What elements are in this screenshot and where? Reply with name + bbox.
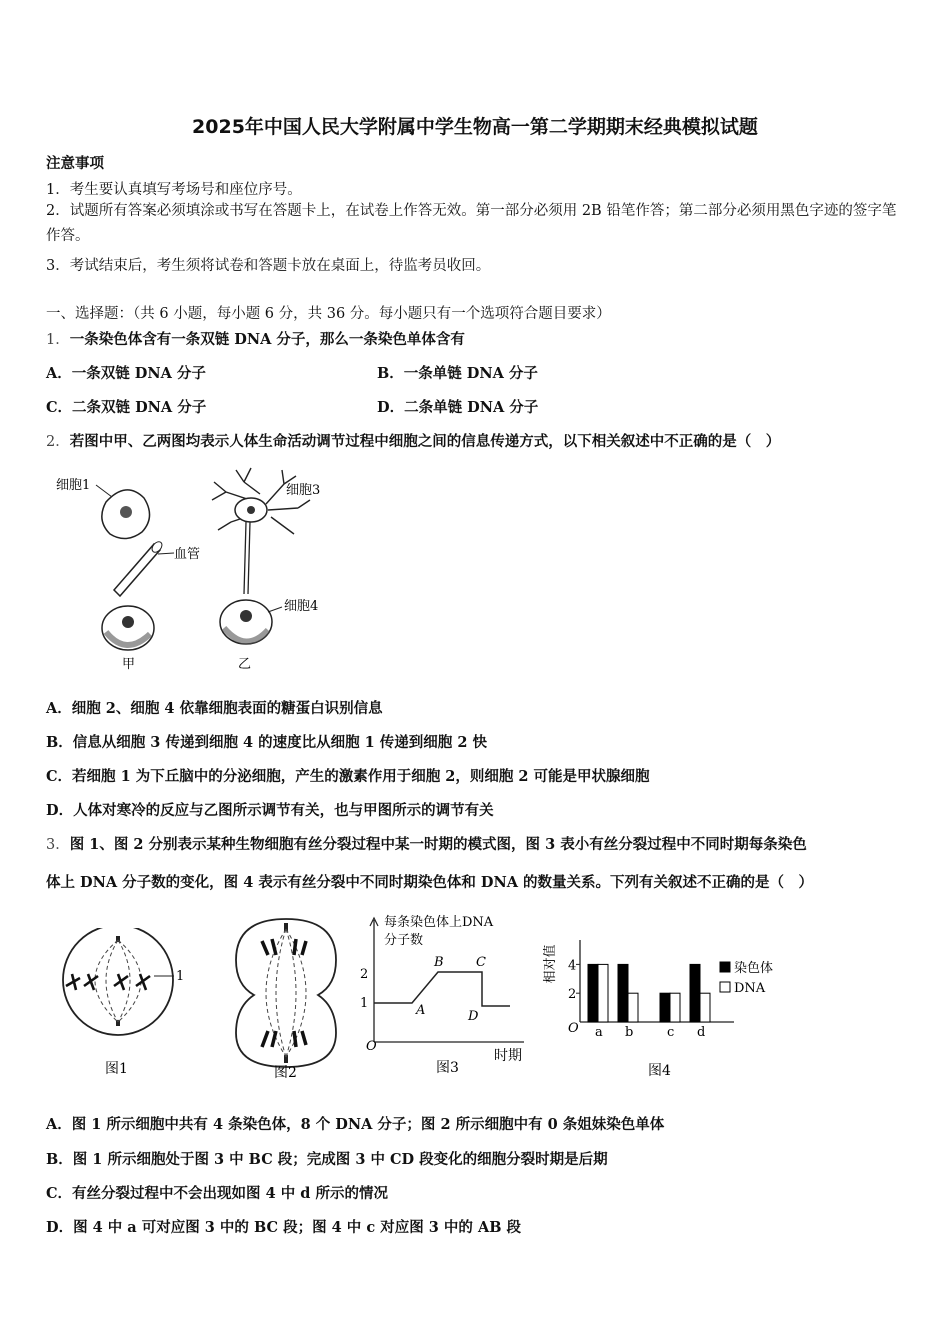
notice-item-1: 1．考生要认真填写考场号和座位序号。 xyxy=(46,182,302,198)
fig3-point-a: A xyxy=(416,1003,426,1018)
label-cell3: 细胞3 xyxy=(286,483,321,498)
fig3-point-c: C xyxy=(476,955,486,970)
ytick-2: 2 xyxy=(568,987,577,1003)
q3-figure-4-chart xyxy=(540,920,810,1085)
fig1-cell-membrane xyxy=(63,928,173,1035)
q2-option-c: C．若细胞 1 为下丘脑中的分泌细胞，产生的激素作用于细胞 2，则细胞 2 可能是甲状腺细胞 xyxy=(46,768,650,785)
q3-figure-2 xyxy=(226,915,346,1085)
q1-option-b: B．一条单链 DNA 分子 xyxy=(377,365,538,382)
legend-swatch-dna xyxy=(720,982,730,992)
notice-item-2: 2．试题所有答案必须填涂或书写在答题卡上，在试卷上作答无效。第一部分必须用 2B 铅笔作答；第二部分必须用黑色字迹的签字笔作答。 xyxy=(46,203,897,244)
legend-swatch-chromosome xyxy=(720,962,730,972)
question-2-stem: 若图中甲、乙两图均表示人体生命活动调节过程中细胞之间的信息传递方式，以下相关叙述中不正确的是（ ） xyxy=(69,433,781,450)
leader-cell4 xyxy=(268,607,282,612)
cell2-nucleus xyxy=(122,616,134,628)
xtick-d: d xyxy=(697,1025,706,1040)
q3-option-c: C．有丝分裂过程中不会出现如图 4 中 d 所示的情况 xyxy=(46,1185,388,1202)
bar-d-chromosome xyxy=(690,964,700,1022)
question-1 xyxy=(46,328,465,349)
fig1-label: 图1 xyxy=(105,1061,128,1077)
leader-cell1 xyxy=(96,485,112,497)
q3-figure-3 xyxy=(356,910,536,1085)
bar-b-dna xyxy=(628,993,638,1022)
question-2 xyxy=(46,430,780,451)
q2-option-d: D．人体对寒冷的反应与乙图所示调节有关，也与甲图所示的调节有关 xyxy=(46,802,494,819)
bar-a-dna xyxy=(598,964,608,1022)
question-1-number: 1． xyxy=(46,332,70,348)
ytick-4: 4 xyxy=(568,958,577,974)
q1-option-d: D．二条单链 DNA 分子 xyxy=(377,399,539,416)
fig3-ytick-1: 1 xyxy=(360,996,369,1011)
fig3-xlabel: 时期 xyxy=(494,1048,522,1064)
fig3-point-b: B xyxy=(434,955,444,970)
q2-option-a: A．细胞 2、细胞 4 依靠细胞表面的糖蛋白识别信息 xyxy=(46,700,383,717)
label-yi: 乙 xyxy=(238,657,252,672)
fig3-origin: O xyxy=(366,1039,377,1054)
bar-b-chromosome xyxy=(618,964,628,1022)
fig2-cell-membrane xyxy=(236,919,336,1067)
q3-option-a: A．图 1 所示细胞中共有 4 条染色体，8 个 DNA 分子；图 2 所示细胞中有 0 条姐妹染色单体 xyxy=(46,1116,665,1133)
legend-label-dna: DNA xyxy=(734,981,766,996)
question-3-stem-1: 图 1、图 2 分别表示某种生物细胞有丝分裂过程中某一时期的模式图，图 3 表小有丝分裂过程中不同时期每条染色 xyxy=(69,836,807,853)
q1-option-c: C．二条双链 DNA 分子 xyxy=(46,399,207,416)
chart-marks xyxy=(568,958,710,1040)
bar-a-chromosome xyxy=(588,964,598,1022)
xtick-b: b xyxy=(625,1025,634,1040)
fig1-marker: 1 xyxy=(176,969,185,984)
chart-ylabel: 相对值 xyxy=(543,944,558,984)
q2-option-b: B．信息从细胞 3 传递到细胞 4 的速度比从细胞 1 传递到细胞 2 快 xyxy=(46,734,487,751)
xtick-a: a xyxy=(595,1025,603,1040)
question-3-line-1 xyxy=(46,833,807,854)
q3-option-b: B．图 1 所示细胞处于图 3 中 BC 段；完成图 3 中 CD 段变化的细胞分裂时期是后期 xyxy=(46,1151,608,1168)
neuron-axon-left xyxy=(244,522,246,594)
fig3-ylabel-1: 每条染色体上DNA xyxy=(384,915,494,930)
xtick-c: c xyxy=(667,1025,675,1040)
bar-c-dna xyxy=(670,993,680,1022)
neuron-axon-right xyxy=(248,522,250,594)
page-title: 2025年中国人民大学附属中学生物高一第二学期期末经典模拟试题 xyxy=(192,116,758,138)
label-vessel: 血管 xyxy=(174,547,201,562)
label-jia: 甲 xyxy=(122,657,136,672)
neuron-nucleus xyxy=(247,506,255,514)
notice-item-3: 3．考试结束后，考生须将试卷和答题卡放在桌面上，待监考员收回。 xyxy=(46,258,491,274)
legend-label-chromosome: 染色体 xyxy=(734,961,774,976)
bar-c-chromosome xyxy=(660,993,670,1022)
chart-origin: O xyxy=(568,1021,579,1036)
q3-figure-1 xyxy=(50,928,200,1083)
label-cell4: 细胞4 xyxy=(284,599,319,614)
q1-option-a: A．一条双链 DNA 分子 xyxy=(46,365,206,382)
fig3-label: 图3 xyxy=(436,1060,459,1076)
question-3-stem-2: 体上 DNA 分子数的变化，图 4 表示有丝分裂中不同时期染色体和 DNA 的数量关系。下列有关叙述不正确的是（ ） xyxy=(46,874,814,891)
q2-figure-cells xyxy=(46,462,346,682)
bar-d-dna xyxy=(700,993,710,1022)
question-3-number: 3． xyxy=(46,837,70,853)
question-1-stem: 一条染色体含有一条双链 DNA 分子，那么一条染色单体含有 xyxy=(69,331,465,348)
q3-option-d: D．图 4 中 a 可对应图 3 中的 BC 段；图 4 中 c 对应图 3 中的 AB 段 xyxy=(46,1219,521,1236)
cell1-nucleus xyxy=(120,506,132,518)
cell4-nucleus xyxy=(240,610,252,622)
fig2-label: 图2 xyxy=(274,1065,297,1081)
fig3-dna-curve xyxy=(374,972,510,1006)
section-heading: 一、选择题：（共 6 小题，每小题 6 分，共 36 分。每小题只有一个选项符合题目要求） xyxy=(46,306,611,322)
fig3-point-d: D xyxy=(468,1009,479,1024)
notice-heading: 注意事项 xyxy=(46,155,104,172)
label-cell1: 细胞1 xyxy=(56,478,91,493)
fig3-ytick-2: 2 xyxy=(360,967,369,982)
chart-title: 图4 xyxy=(648,1063,671,1079)
question-2-number: 2． xyxy=(46,434,70,450)
leader-vessel xyxy=(158,553,174,554)
fig3-ylabel-2: 分子数 xyxy=(384,933,424,948)
